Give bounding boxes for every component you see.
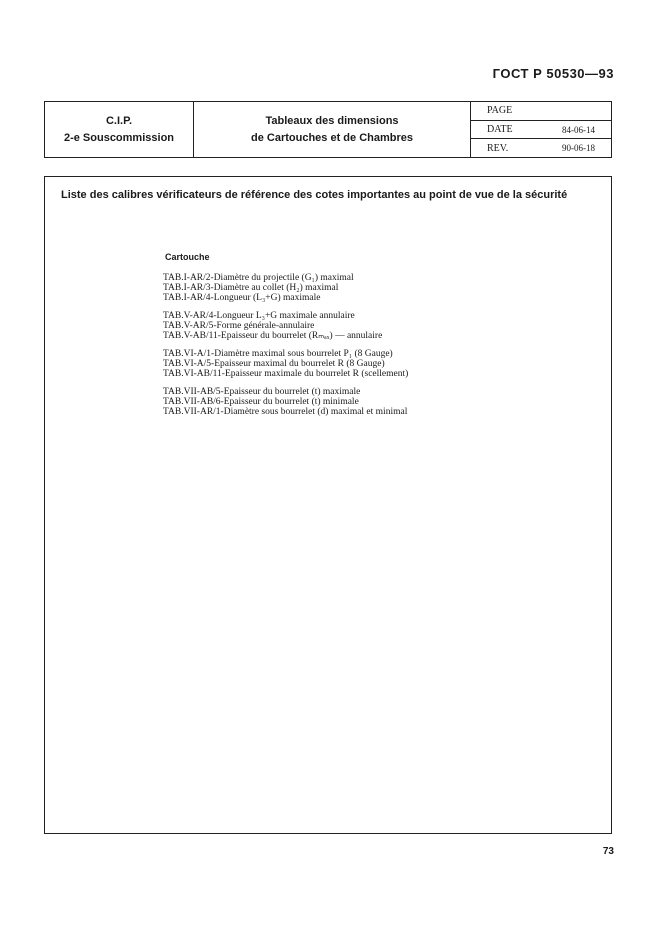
meta-label: REV. — [487, 142, 509, 154]
list-item: TAB.VI-A/1-Diamètre maximal sous bourrelet P₁ (8 Gauge) — [163, 349, 393, 359]
list-item: TAB.I-AR/2-Diamètre du projectile (G₁) maximal — [163, 273, 354, 283]
gauge-group — [163, 387, 408, 417]
list-item: TAB.VII-AB/5-Epaisseur du bourrelet (t) maximale — [163, 387, 361, 397]
meta-label: DATE — [487, 124, 513, 135]
header-org: C.I.P. — [105, 114, 133, 127]
list-item: TAB.V-AR/5-Forme générale-annulaire — [163, 321, 315, 331]
meta-row-rev — [471, 139, 611, 157]
gauge-list — [163, 273, 408, 425]
meta-label: PAGE — [487, 105, 513, 117]
list-item: TAB.VI-AB/11-Epaisseur maximale du bourrelet R (scellement) — [163, 369, 409, 379]
gauge-group — [163, 311, 408, 341]
meta-row-page — [471, 102, 611, 121]
list-item: TAB.VII-AB/6-Epaisseur du bourrelet (t) minimale — [163, 397, 359, 407]
header-title-cell — [194, 102, 471, 157]
meta-row-date — [471, 121, 611, 140]
list-item: TAB.I-AR/4-Longueur (L₃+G) maximale — [163, 293, 321, 303]
list-item: TAB.I-AR/3-Diamètre au collet (H₂) maximal — [163, 283, 339, 293]
header-title-line2: de Cartouches et de Chambres — [251, 131, 413, 144]
meta-value: 84-06-14 — [562, 124, 595, 135]
meta-value: 90-06-18 — [562, 143, 595, 154]
header-title-line1: Tableaux des dimensions — [265, 114, 399, 127]
gauge-group — [163, 349, 408, 379]
section-title: Cartouche — [165, 252, 210, 262]
document-header — [44, 101, 612, 158]
gauge-group — [163, 273, 408, 303]
list-item: TAB.VI-A/5-Epaisseur maximal du bourrelet R (8 Gauge) — [163, 359, 385, 369]
content-box — [44, 176, 612, 834]
intro-heading: Liste des calibres vérificateurs de référence des cotes importantes au point de vue de la sécurité — [61, 189, 568, 201]
page-number: 73 — [602, 846, 614, 857]
header-org-cell — [45, 102, 194, 157]
list-item: TAB.V-AB/11-Epaisseur du bourrelet (Rₘₐₓ) — annulaire — [163, 331, 383, 341]
header-subcommission: 2-e Souscommission — [63, 131, 175, 144]
list-item: TAB.V-AR/4-Longueur L₃+G maximale annulaire — [163, 311, 355, 321]
header-meta-cell — [471, 102, 611, 157]
standard-number: ГОСТ Р 50530—93 — [492, 66, 614, 81]
list-item: TAB.VII-AR/1-Diamètre sous bourrelet (d) maximal et minimal — [163, 407, 408, 417]
